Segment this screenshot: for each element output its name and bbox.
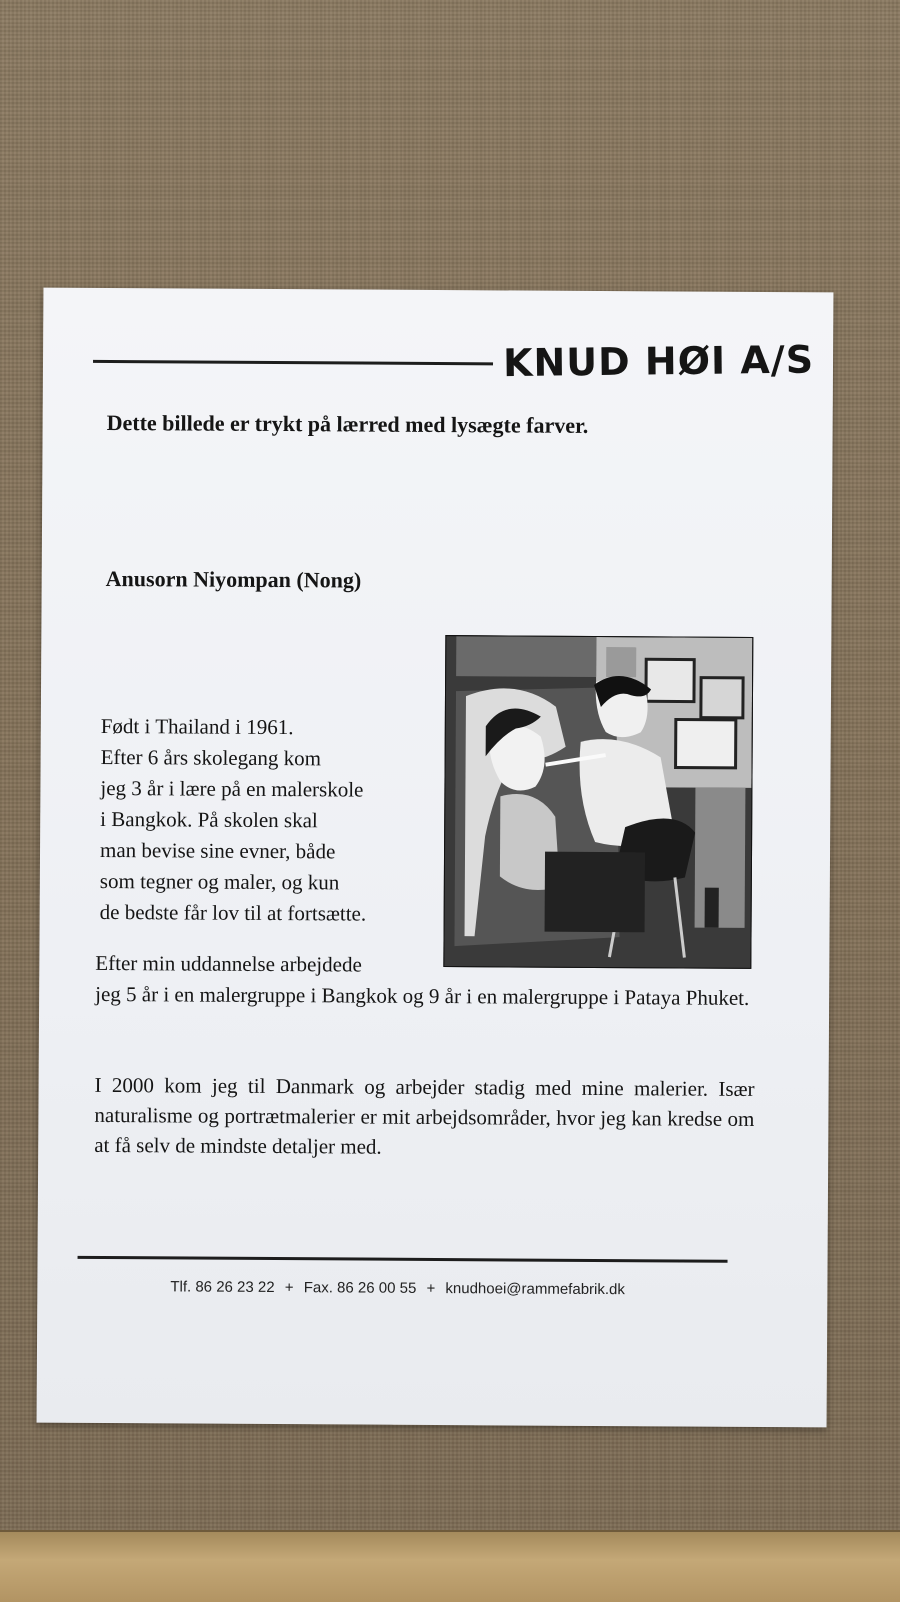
bio-line: de bedste får lov til at fortsætte. <box>99 899 367 926</box>
education-paragraph <box>95 948 755 1014</box>
bio-line: jeg 3 år i lære på en malerskole <box>100 775 364 802</box>
separator: + <box>426 1279 436 1298</box>
bio-line: Født i Thailand i 1961. <box>100 713 294 740</box>
artist-name: Anusorn Niyompan (Nong) <box>105 565 362 593</box>
separator: + <box>284 1279 294 1297</box>
bio-line: som tegner og maler, og kun <box>99 868 340 895</box>
bottom-rule <box>78 1256 728 1263</box>
contact-footer <box>167 1278 628 1298</box>
bio-line: i Bangkok. På skolen skal <box>100 806 318 833</box>
phone-number: Tlf. 86 26 23 22 <box>170 1278 275 1297</box>
fax-number: Fax. 86 26 00 55 <box>303 1279 417 1297</box>
education-rest: jeg 5 år i en malergruppe i Bangkok og 9 år i en malergruppe i Pataya Phuket. <box>95 981 750 1010</box>
frame-edge <box>0 1530 900 1602</box>
bio-line: man bevise sine evner, både <box>99 837 336 864</box>
education-first-line: Efter min uddannelse arbejdede <box>95 950 362 977</box>
artist-painting-photo <box>443 635 753 969</box>
email-address: knudhoei@rammefabrik.dk <box>445 1280 625 1299</box>
info-sheet <box>37 288 834 1428</box>
top-rule <box>93 360 493 365</box>
bio-paragraph <box>100 711 441 930</box>
denmark-paragraph: I 2000 kom jeg til Danmark og arbejder stadig med mine malerier. Især naturalisme og portrætmalerier er mit arbejdsområder, hvor jeg kan kredse om at få selv de mindste detaljer med. <box>94 1072 755 1159</box>
bio-line: Efter 6 års skolegang kom <box>100 744 322 771</box>
headline: Dette billede er trykt på lærred med lysægte farver. <box>106 409 589 438</box>
brand-handwriting: KNUD HØI A/S <box>502 337 815 386</box>
